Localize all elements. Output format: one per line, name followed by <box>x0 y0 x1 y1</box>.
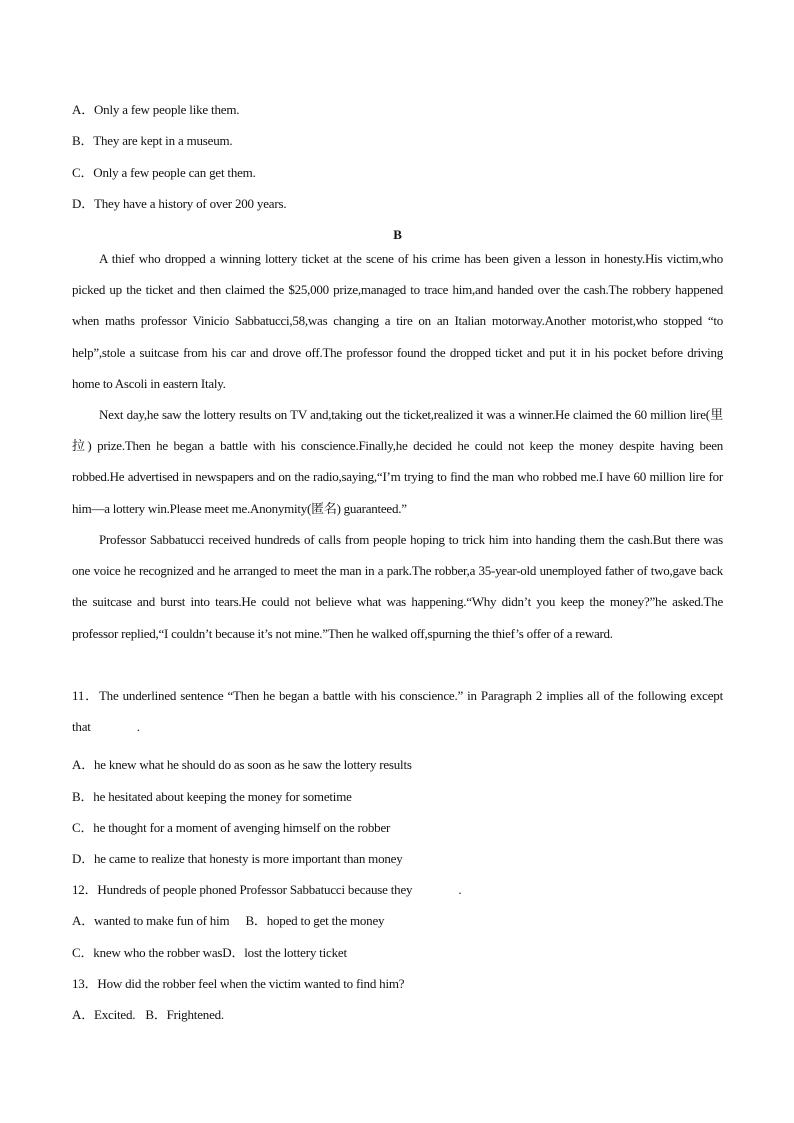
passage-paragraph-1: A thief who dropped a winning lottery ticket at the scene of his crime has been given a lesson in honesty.His victim,who picked up the ticket and then claimed the $25,000 prize,managed to trace him,and handed over the cash.The robbery happened when maths professor Vinicio Sabbatucci,58,was changing a tire on an Italian motorway.Another motorist,who stopped “to help”,stole a suitcase from his car and drove off.The professor found the dropped ticket and put it in his pocket before driving home to Ascoli in eastern Italy. <box>72 251 723 391</box>
question-12-text: 12．Hundreds of people phoned Professor Sabbatucci because they <box>72 882 413 897</box>
prev-option-a: A．Only a few people like them. <box>72 102 240 117</box>
q12-option-c: C．knew who the robber was <box>72 945 223 960</box>
q13-option-b: B．Frightened. <box>145 1007 224 1022</box>
q13-option-a: A．Excited. <box>72 1007 136 1022</box>
prev-option-d: D．They have a history of over 200 years. <box>72 196 287 211</box>
question-12-stem <box>72 882 461 898</box>
prev-option-c: C．Only a few people can get them. <box>72 165 256 180</box>
q11-option-d: D．he came to realize that honesty is more important than money <box>72 851 403 866</box>
question-11-stem <box>72 680 723 742</box>
q11-option-c: C．he thought for a moment of avenging himself on the robber <box>72 820 391 835</box>
q13-options-row <box>72 1007 224 1023</box>
section-title: B <box>393 227 402 242</box>
q11-option-a: A．he knew what he should do as soon as he saw the lottery results <box>72 757 412 772</box>
question-13-stem: 13．How did the robber feel when the victim wanted to find him? <box>72 976 405 991</box>
q12-option-a: A．wanted to make fun of him <box>72 913 230 928</box>
prev-option-b: B．They are kept in a museum. <box>72 133 233 148</box>
question-12-stem-end: . <box>458 882 462 897</box>
q12-options-row-1 <box>72 913 384 929</box>
passage-paragraph-2: Next day,he saw the lottery results on TV and,taking out the ticket,realized it was a winner.He claimed the 60 million lire(里拉) prize.Then he began a battle with his conscience.Finally,he decided he could not keep the money despite having been robbed.He advertised in newspapers and on the radio,saying,“I’m trying to find the man who robbed me.I have 60 million lire for him—a lottery win.Please meet me.Anonymity(匿名) guaranteed.” <box>72 407 723 516</box>
passage-paragraph-3: Professor Sabbatucci received hundreds of calls from people hoping to trick him into handing them the cash.But there was one voice he recognized and he arranged to meet the man in a park.The robber,a 35-year-old unemployed father of two,gave back the suitcase and burst into tears.He could not believe what was happening.“Why didn’t you keep the money?”he asked.The professor replied,“I couldn’t because it’s not mine.”Then he walked off,spurning the thief’s offer of a reward. <box>72 532 723 641</box>
q12-options-row-2 <box>72 945 347 961</box>
q12-option-d: D．lost the lottery ticket <box>222 945 347 960</box>
q12-option-b: B．hoped to get the money <box>245 913 385 928</box>
question-11-stem-end: . <box>136 719 140 735</box>
question-11-text: 11．The underlined sentence “Then he began a battle with his conscience.” in Paragraph 2 implies all of the following except that <box>72 688 723 735</box>
q11-option-b: B．he hesitated about keeping the money for sometime <box>72 789 352 804</box>
